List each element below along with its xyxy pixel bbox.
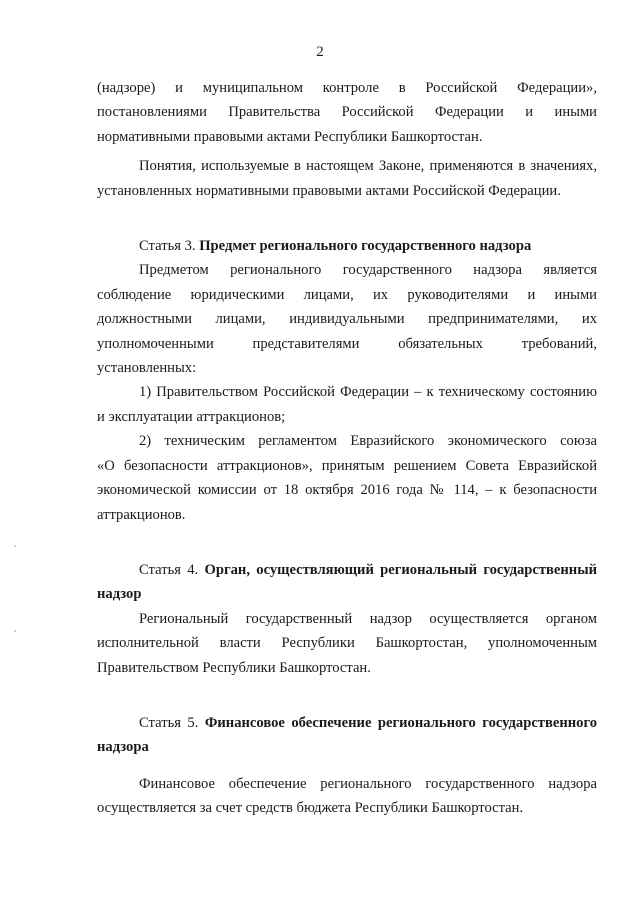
article-title-continuation: надзор	[97, 586, 142, 603]
article-5-paragraph	[97, 772, 597, 821]
article-3-paragraph	[97, 258, 597, 380]
text-line: установленных нормативными правовыми актами Российской Федерации.	[97, 182, 561, 199]
text-line: установленных:	[97, 360, 197, 377]
text-line: и эксплуатации аттракционов;	[97, 408, 286, 425]
article-number: Статья 3.	[139, 238, 200, 255]
article-3-item-1	[97, 380, 597, 429]
article-4-paragraph	[97, 607, 597, 680]
text-line: соблюдение юридическими лицами, их руководителями и иными	[97, 286, 597, 303]
article-number: Статья 4.	[139, 561, 205, 578]
text-line: Предметом регионального государственного надзора является	[139, 262, 597, 279]
text-line: уполномоченными представителями обязательных требований,	[97, 335, 597, 352]
text-line: (надзоре) и муниципальном контроле в Российской Федерации»,	[97, 80, 597, 96]
text-line: осуществляется за счет средств бюджета Республики Башкортостан.	[97, 800, 524, 817]
definitions-paragraph	[97, 154, 597, 203]
intro-paragraph	[97, 76, 597, 149]
article-number: Статья 5.	[139, 714, 205, 731]
scan-artifact	[14, 630, 16, 632]
document-body	[97, 76, 597, 821]
article-3-item-2	[97, 429, 597, 527]
text-line: Финансовое обеспечение регионального государственного надзора	[139, 775, 597, 792]
text-line: экономической комиссии от 18 октября 2016 года № 114, – к безопасности	[97, 482, 597, 499]
text-line: исполнительной власти Республики Башкортостан, уполномоченным	[97, 635, 597, 652]
scan-artifact	[14, 545, 16, 547]
article-3-heading	[97, 234, 597, 258]
text-line: Региональный государственный надзор осуществляется органом	[139, 610, 597, 627]
text-line: 1) Правительством Российской Федерации – к техническому состоянию	[139, 384, 597, 401]
text-line: постановлениями Правительства Российской Федерации и иными	[97, 104, 597, 121]
article-title: Предмет регионального государственного надзора	[199, 238, 532, 255]
article-title: Финансовое обеспечение регионального государственного	[204, 714, 598, 731]
text-line: 2) техническим регламентом Евразийского экономического союза	[139, 433, 597, 450]
page-number: 2	[316, 44, 324, 60]
text-line: Понятия, используемые в настоящем Законе, применяются в значениях,	[139, 158, 597, 175]
text-line: аттракционов.	[97, 506, 186, 523]
article-title-continuation: надзора	[97, 739, 149, 756]
text-line: «О безопасности аттракционов», принятым решением Совета Евразийской	[97, 457, 597, 474]
text-line: должностными лицами, индивидуальными предпринимателями, их	[97, 311, 597, 328]
article-title: Орган, осуществляющий региональный государственный	[204, 561, 598, 578]
article-5-heading	[97, 711, 597, 760]
text-line: нормативными правовыми актами Республики Башкортостан.	[97, 128, 483, 145]
text-line: Правительством Республики Башкортостан.	[97, 659, 371, 676]
article-4-heading	[97, 558, 597, 607]
